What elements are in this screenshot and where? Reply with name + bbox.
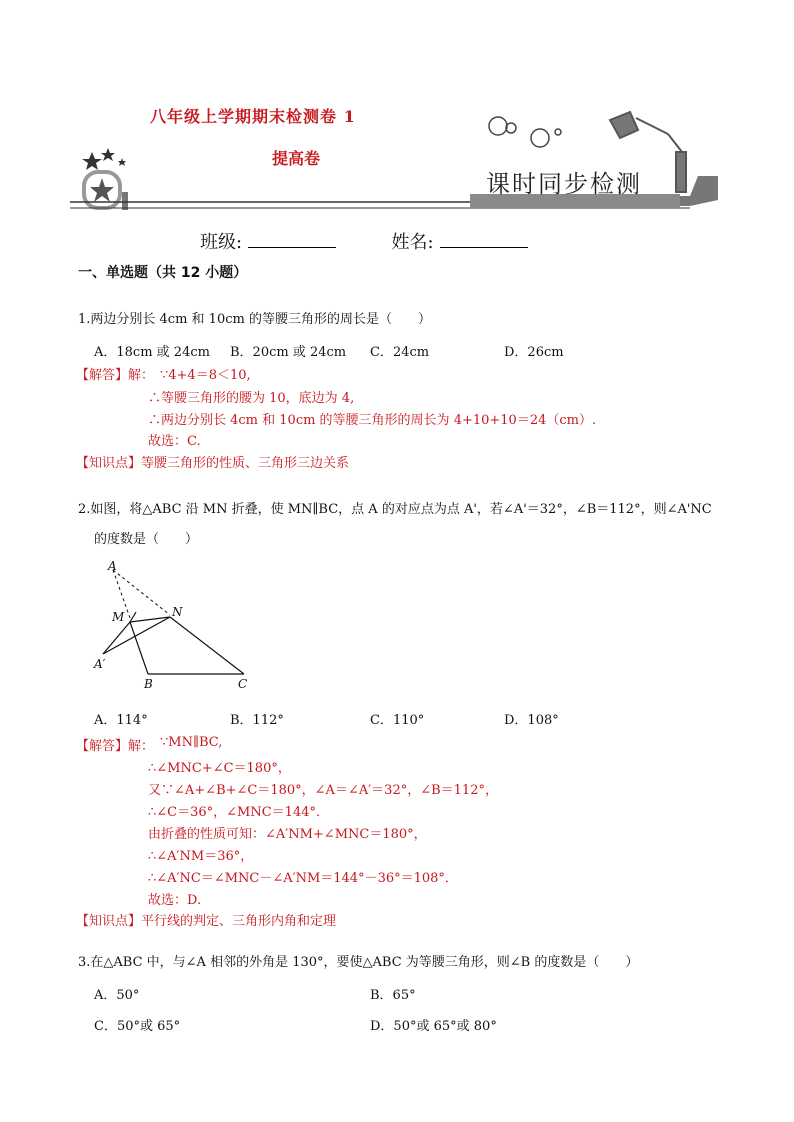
fold-triangle-figure	[88, 556, 268, 696]
q1-answer-tag: 【解答】解：	[76, 368, 155, 383]
q2-answer-line: 故选：D.	[148, 893, 202, 908]
knowledge-text: 平行线的判定、三角形内角和定理	[141, 914, 337, 929]
knowledge-tag: 【知识点】	[76, 914, 142, 929]
q2-option-a: A．114°	[94, 713, 148, 728]
label-b: B	[144, 677, 153, 691]
label-c: C	[238, 677, 248, 691]
question-2-stem: 2.如图，将△ABC 沿 MN 折叠，使 MN∥BC，点 A 的对应点为点 A'，若∠A'＝32°，∠B＝112°，则∠A'NC	[78, 502, 712, 517]
star-icons	[82, 148, 126, 170]
name-label: 姓名:	[391, 232, 434, 253]
label-m: M	[112, 610, 125, 624]
knowledge-text: 等腰三角形的性质、三角形三边关系	[141, 456, 350, 471]
q3-option-c: C．50°或 65°	[94, 1019, 181, 1034]
class-blank	[248, 231, 336, 248]
label-a: A	[108, 559, 117, 573]
question-1-stem: 1.两边分别长 4cm 和 10cm 的等腰三角形的周长是（ ）	[78, 312, 431, 327]
q2-answer-line: ∴∠MNC+∠C＝180°，	[148, 761, 291, 776]
student-info-row	[200, 228, 528, 254]
question-2-stem-cont: 的度数是（ ）	[94, 532, 199, 547]
banner-text: 课时同步检测	[486, 170, 642, 198]
question-3-stem: 3.在△ABC 中，与∠A 相邻的外角是 130°，要使△ABC 为等腰三角形，则∠B 的度数是（ ）	[78, 955, 639, 970]
q1-answer-line: ∴两边分别长 4cm 和 10cm 的等腰三角形的周长为 4+10+10＝24（cm）.	[148, 413, 597, 428]
q1-option-a: A．18cm 或 24cm	[94, 345, 210, 360]
q2-option-c: C．110°	[370, 713, 425, 728]
q1-knowledge	[76, 452, 349, 471]
q2-answer-line: 由折叠的性质可知：∠A′NM+∠MNC＝180°，	[148, 827, 427, 842]
q1-answer-line: 故选：C.	[148, 434, 201, 449]
q1-option-b: B．20cm 或 24cm	[230, 345, 347, 360]
exam-title: 八年级上学期期末检测卷 1	[150, 107, 356, 126]
label-a-prime: A′	[94, 657, 106, 671]
bubble-icons	[489, 117, 561, 147]
q2-answer-line: ∵MN∥BC,	[160, 735, 223, 750]
q1-answer-line: ∴等腰三角形的腰为 10，底边为 4,	[148, 391, 355, 406]
q3-option-a: A．50°	[94, 988, 140, 1003]
label-n: N	[172, 605, 183, 619]
q2-answer-line: ∴∠A′NC＝∠MNC－∠A′NM＝144°－36°＝108°．	[148, 871, 458, 886]
q1-answer-line: ∵4+4＝8＜10,	[160, 368, 251, 383]
exam-subtitle: 提高卷	[272, 149, 321, 168]
knowledge-tag: 【知识点】	[76, 456, 142, 471]
q2-answer-line: 又∵∠A+∠B+∠C＝180°，∠A＝∠A′＝32°，∠B＝112°，	[148, 783, 498, 798]
q2-answer-tag: 【解答】解：	[76, 739, 155, 754]
q3-option-b: B．65°	[370, 988, 416, 1003]
q2-option-d: D．108°	[504, 713, 559, 728]
section-title: 一、单选题（共 12 小题）	[78, 265, 248, 281]
class-label: 班级:	[200, 232, 243, 253]
name-blank	[440, 231, 528, 248]
q2-answer-line: ∴∠C＝36°，∠MNC＝144°．	[148, 805, 329, 820]
q2-answer-line: ∴∠A′NM＝36°，	[148, 849, 254, 864]
q2-knowledge	[76, 910, 336, 929]
q3-option-d: D．50°或 65°或 80°	[370, 1019, 497, 1034]
q1-option-c: C．24cm	[370, 345, 430, 360]
q1-option-d: D．26cm	[504, 345, 564, 360]
q2-option-b: B．112°	[230, 713, 284, 728]
